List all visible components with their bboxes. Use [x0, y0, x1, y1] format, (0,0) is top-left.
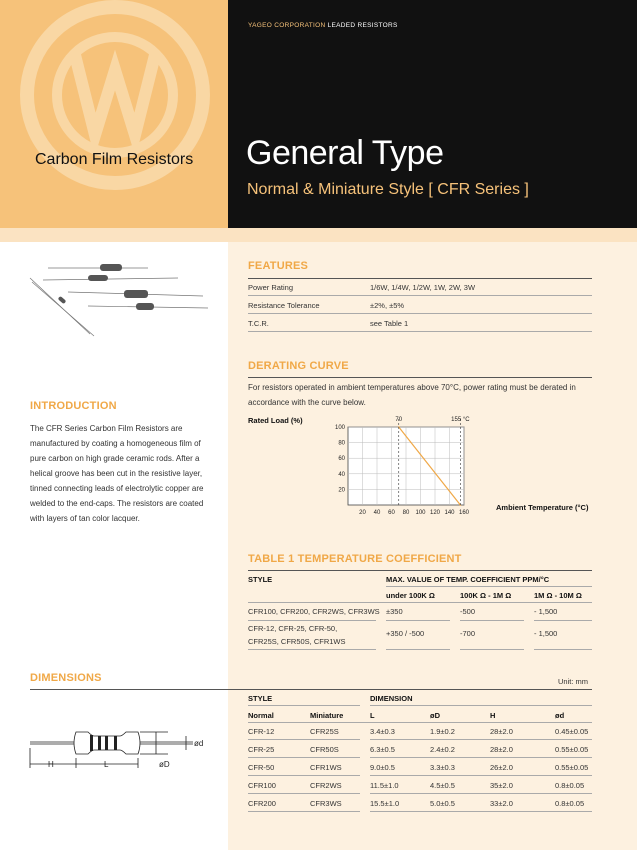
dim-label-small-d: ød: [194, 739, 204, 748]
feature-label: Resistance Tolerance: [248, 301, 320, 310]
derating-heading: DERATING CURVE: [248, 360, 349, 372]
chart-x-tick-label: 60: [388, 510, 395, 515]
dim-table-cell: 5.0±0.5: [430, 799, 455, 808]
chart-annotation: 70: [395, 417, 403, 423]
table1-col-style: STYLE: [248, 575, 273, 584]
header-left-panel: [0, 0, 228, 228]
feature-label: T.C.R.: [248, 319, 269, 328]
chart-xlabel: Ambient Temperature (°C): [496, 503, 589, 512]
dim-table-cell: 11.5±1.0: [370, 781, 399, 790]
header-divider-strip: [0, 228, 637, 242]
chart-y-tick-label: 20: [338, 487, 345, 494]
table1-cell: - 1,500: [534, 607, 558, 616]
table1-col-group: MAX. VALUE OF TEMP. COEFFICIENT PPM/°C: [386, 575, 550, 584]
derating-chart: [320, 415, 480, 515]
dim-table-cell: 28±2.0: [490, 745, 513, 754]
dim-table-cell: CFR-50: [248, 763, 275, 772]
feature-value: 1/6W, 1/4W, 1/2W, 1W, 2W, 3W: [370, 283, 476, 292]
dim-table-cell: CFR100: [248, 781, 276, 790]
dim-table-cell: 3.3±0.3: [430, 763, 455, 772]
table1-row-style: CFR-12, CFR-25, CFR-50,: [248, 624, 338, 633]
dim-table-cell: CFR-12: [248, 727, 275, 736]
dim-table-cell: CFR200: [248, 799, 276, 808]
dim-col-style: STYLE: [248, 694, 273, 703]
table1-heading: TABLE 1 TEMPERATURE COEFFICIENT: [248, 553, 462, 565]
resistor-product-illustration: [28, 262, 218, 342]
dimensions-heading: DIMENSIONS: [30, 672, 102, 684]
feature-value: ±2%, ±5%: [370, 301, 405, 310]
table1-cell: ±350: [386, 607, 403, 616]
dim-subcol: H: [490, 711, 496, 720]
product-category: LEADED RESISTORS: [327, 22, 398, 29]
dim-label-l: L: [104, 760, 109, 769]
chart-ylabel: Rated Load (%): [248, 416, 303, 425]
chart-x-tick-label: 120: [429, 510, 441, 515]
dim-table-cell: CFR-25: [248, 745, 275, 754]
features-heading: FEATURES: [248, 260, 309, 272]
chart-y-tick-label: 80: [338, 440, 345, 447]
dim-table-cell: 9.0±0.5: [370, 763, 395, 772]
header-topline: [248, 22, 398, 29]
chart-x-tick-label: 100: [415, 510, 426, 515]
chart-x-tick-label: 20: [359, 510, 366, 515]
dim-table-cell: 33±2.0: [490, 799, 513, 808]
company-name: YAGEO CORPORATION: [248, 22, 326, 29]
table1-subcol: 100K Ω - 1M Ω: [460, 591, 512, 600]
dim-table-cell: CFR1WS: [310, 763, 342, 772]
dim-table-cell: 1.9±0.2: [430, 727, 455, 736]
dim-table-cell: 6.3±0.5: [370, 745, 395, 754]
chart-x-tick-label: 40: [373, 510, 381, 515]
dim-subcol: L: [370, 711, 375, 720]
feature-label: Power Rating: [248, 283, 294, 292]
dim-table-cell: 3.4±0.3: [370, 727, 395, 736]
dim-subcol: ød: [555, 711, 565, 720]
dim-subcol: Normal: [248, 711, 274, 720]
dim-table-cell: 0.8±0.05: [555, 781, 585, 790]
dim-table-cell: 35±2.0: [490, 781, 513, 790]
dim-table-cell: CFR2WS: [310, 781, 342, 790]
chart-x-tick-label: 160: [458, 510, 470, 515]
feature-value: see Table 1: [370, 319, 409, 328]
table1-cell: -700: [460, 629, 476, 638]
table1-cell: +350 / -500: [386, 629, 425, 638]
introduction-text: The CFR Series Carbon Film Resistors are manufactured by coating a homogeneous film of pure carbon on high grade ceramic rods. After a helical groove has been cut in the resistive layer, tinned connecting leads of electrolytic copper are welded to the end-caps. The resistors are coated with layers of tan color lacquer.: [30, 424, 204, 523]
dim-table-cell: 0.45±0.05: [555, 727, 589, 736]
table1-subcol: under 100K Ω: [386, 591, 435, 600]
dim-table-cell: 2.4±0.2: [430, 745, 455, 754]
dim-table-cell: 28±2.0: [490, 727, 513, 736]
resistor-dimension-diagram: [28, 722, 218, 772]
chart-y-tick-label: 40: [338, 471, 345, 478]
chart-y-tick-label: 100: [334, 425, 345, 431]
introduction-heading: INTRODUCTION: [30, 400, 117, 412]
chart-x-tick-label: 80: [402, 510, 410, 515]
logo-watermark-icon: [20, 0, 220, 200]
table1-cell: -500: [460, 607, 476, 616]
dim-table-cell: 0.55±0.05: [555, 745, 589, 754]
dim-subcol: Miniature: [310, 711, 344, 720]
dim-table-cell: CFR50S: [310, 745, 339, 754]
derating-description: For resistors operated in ambient temperatures above 70°C, power rating must be derated in accordance with the curve below.: [248, 383, 576, 407]
product-family-title: Carbon Film Resistors: [35, 151, 194, 168]
chart-annotation: 155 °C: [451, 417, 470, 423]
table1-row-style: CFR100, CFR200, CFR2WS, CFR3WS: [248, 607, 380, 616]
table1-cell: - 1,500: [534, 629, 558, 638]
chart-x-tick-label: 140: [444, 510, 455, 515]
page-subtitle: Normal & Miniature Style [ CFR Series ]: [247, 181, 529, 198]
dim-table-cell: CFR3WS: [310, 799, 342, 808]
dimensions-unit: Unit: mm: [558, 677, 588, 686]
page-title: General Type: [246, 134, 444, 172]
dim-label-h: H: [48, 760, 54, 769]
dim-table-cell: CFR25S: [310, 727, 339, 736]
content-right-background: [228, 242, 637, 850]
dim-table-cell: 15.5±1.0: [370, 799, 400, 808]
dim-table-cell: 26±2.0: [490, 763, 513, 772]
dim-col-dimension: DIMENSION: [370, 694, 413, 703]
chart-y-tick-label: 60: [338, 456, 345, 463]
dim-table-cell: 0.8±0.05: [555, 799, 585, 808]
table1-row-style: CFR25S, CFR50S, CFR1WS: [248, 637, 346, 646]
dim-label-big-d: øD: [159, 760, 170, 769]
dim-subcol: øD: [430, 711, 440, 720]
dim-table-cell: 4.5±0.5: [430, 781, 455, 790]
table1-subcol: 1M Ω - 10M Ω: [534, 591, 582, 600]
dim-table-cell: 0.55±0.05: [555, 763, 589, 772]
